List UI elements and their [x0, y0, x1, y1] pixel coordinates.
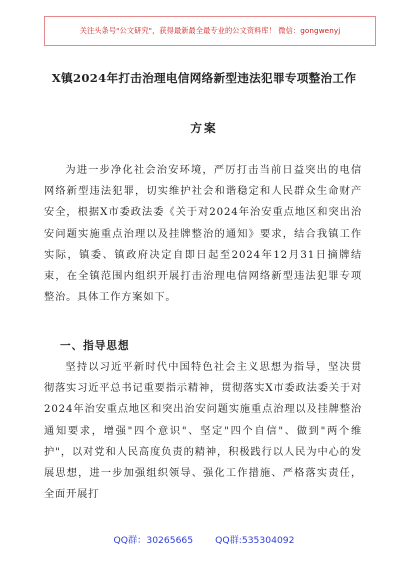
document-title: X镇2024年打击治理电信网络新型违法犯罪专项整治工作 — [51, 71, 357, 85]
qq-group-footer — [0, 532, 408, 552]
promo-banner-text: 关注头条号"公文研究"，获得最新最全最专业的公文资料库！ 微信：gongwenyj — [79, 26, 341, 35]
qq-group-2: QQ群:535304092 — [215, 535, 295, 546]
intro-paragraph: 为进一步净化社会治安环境，严厉打击当前日益突出的电信网络新型违法犯罪，切实维护社会和谐稳定和人民群众生命财产安全，根据X市委政法委《关于对2024年治安重点地区和突出治安问题实施重点治理以及挂牌整治的通知》要求，结合我镇工作实际，镇委、镇政府决定自即日起至2024年12月31日摘牌结束，在全镇范围内组织开展打击治理电信网络新型违法犯罪专项整治。具体工作方案如下。 — [44, 165, 362, 304]
document-subtitle: 方案 — [190, 121, 218, 135]
qq-group-1: QQ群：30265665 — [113, 535, 194, 546]
section-heading-guiding-ideology: 一、指导思想 — [60, 340, 130, 352]
guiding-ideology-paragraph: 坚持以习近平新时代中国特色社会主义思想为指导，坚决贯彻落实习近平总书记重要指示精神，贯彻落实X市委政法委关于对2024年治安重点地区和突出治安问题实施重点治理以及挂牌整治通知要求，增强"四个意识"、坚定"四个自信"、做到"两个维护"，以对党和人民高度负责的精神，积极践行以人民为中心的发展思想，进一步加强组织领导、强化工作措施、严格落实责任，全面开展打 — [44, 362, 362, 501]
promo-banner — [44, 16, 376, 46]
